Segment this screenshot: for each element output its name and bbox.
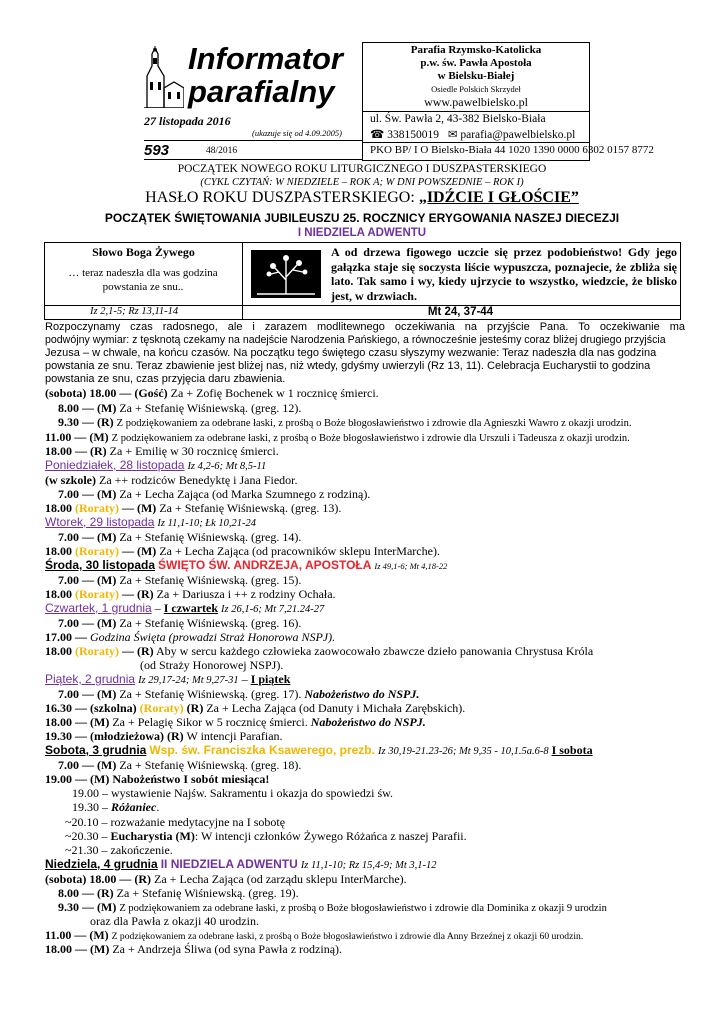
email-link[interactable]: parafia@pawelbielsko.pl	[460, 129, 576, 141]
title-line-1: Informator	[188, 41, 343, 76]
day-wednesday-heading: Środa, 30 listopada ŚWIĘTO ŚW. ANDRZEJA, APOSTOŁA Iz 49,1-6; Mt 4,18-22	[45, 558, 448, 572]
mass-sat-0700: 7.00 — (M) Za + Stefanię Wiśniewską. (greg. 18).	[58, 758, 302, 772]
mass-sun-1800: 18.00 — (R) Za + Emilię w 30 rocznicę śmierci.	[45, 444, 279, 458]
friday-date: Piątek, 2 grudnia	[45, 672, 136, 686]
mass-thu-1800-cont: (od Straży Honorowej NSPJ).	[140, 658, 284, 672]
day-saturday-heading: Sobota, 3 grudnia Wsp. św. Franciszka Ksawerego, prezb. Iz 30,19-21.23-26; Mt 9,35 - 10,1.5a.6-8 I sobota	[45, 743, 593, 757]
mass-sun2-0800: 8.00 — (R) Za + Stefanię Wiśniewską. (greg. 19).	[58, 886, 299, 900]
church-logo-icon	[144, 46, 184, 108]
day-tuesday-heading: Wtorek, 29 listopada Iz 11,1-10; Łk 10,21-24	[45, 515, 257, 529]
mass-sun-0800: 8.00 — (M) Za + Stefanię Wiśniewską. (greg. 12).	[58, 401, 302, 415]
mass-sun-0930: 9.30 — (R) Z podziękowaniem za odebrane łaski, z prośbą o Boże błogosławieństwo i zdrowie dla Agnieszki Wawro z okazji urodzin.	[58, 415, 632, 429]
mass-mon-1800: 18.00 (Roraty) — (M) Za + Stefanię Wiśniewską. (greg. 13).	[45, 501, 342, 515]
mass-sat-1800: (sobota) 18.00 — (Gość) Za + Zofię Bochenek w 1 rocznicę śmierci.	[45, 386, 379, 400]
mass-thu-1800: 18.00 (Roraty) — (R) Aby w sercu każdego człowieka zaowocowało zbawcze dzieło panowania Chrystusa Króla	[45, 644, 594, 658]
mass-fri-0700: 7.00 — (M) Za + Stefanię Wiśniewską. (greg. 17). Nabożeństwo do NSPJ.	[58, 687, 420, 701]
mass-sun2-sat-1800: (sobota) 18.00 — (R) Za + Lecha Zająca (od zarządu sklepu InterMarche).	[45, 872, 407, 886]
sat-sub-1: 19.00 – wystawienie Najśw. Sakramentu i okazja do spowiedzi św.	[72, 786, 394, 800]
mass-wed-0700: 7.00 — (M) Za + Stefanię Wiśniewską. (greg. 15).	[58, 573, 302, 587]
fig-tree-icon	[251, 250, 321, 298]
mass-wed-1800: 18.00 (Roraty) — (R) Za + Dariusza i ++ z rodziny Ochała.	[45, 587, 336, 601]
event-thu-1700: 17.00 — Godzina Święta (prowadzi Straż Honorowa NSPJ).	[45, 630, 336, 644]
mass-mon-0700: 7.00 — (M) Za + Lecha Zająca (od Marka Szumnego z rodziną).	[58, 487, 371, 501]
parish-name-3: w Bielsku-Białej	[437, 70, 515, 82]
gospel-ref: Mt 24, 37-44	[427, 306, 494, 318]
day-friday-heading: Piątek, 2 grudnia Iz 29,17-24; Mt 9,27-31 – I piątek	[45, 672, 291, 686]
mass-sun-1100: 11.00 — (M) Z podziękowaniem za odebrane łaski, z prośbą o Boże błogosławieństwo i zdrowie dla Urszuli i Tadeusza z okazji urodzin.	[45, 430, 630, 444]
pastoral-motto	[0, 189, 724, 207]
sunday-title: I NIEDZIELA ADWENTU	[297, 227, 427, 239]
saturday-date: Sobota, 3 grudnia	[45, 743, 147, 757]
mass-thu-0700: 7.00 — (M) Za + Stefanię Wiśniewską. (greg. 16).	[58, 616, 302, 630]
event-sat-1900: 19.00 — (M) Nabożeństwo I sobót miesiąca!	[45, 772, 270, 786]
mass-sun2-1800: 18.00 — (M) Za + Andrzeja Śliwa (od syna Pawła z rodziną).	[45, 942, 343, 956]
day-monday-heading: Poniedziałek, 28 listopada Iz 4,2-6; Mt 8,5-11	[45, 458, 267, 472]
jubilee-line: POCZĄTEK ŚWIĘTOWANIA JUBILEUSZU 25. ROCZNICY ERYGOWANIA NASZEJ DIECEZJI	[104, 211, 620, 225]
mass-mon-school: (w szkole) Za ++ rodziców Benedyktę i Jana Fiedor.	[45, 473, 298, 487]
issue-number: 593	[144, 142, 170, 159]
since-note: (ukazuje się od 4.09.2005)	[252, 128, 342, 138]
header	[144, 41, 654, 160]
word-box-quote: … teraz nadeszła dla was godzina powstania ze snu..	[68, 267, 218, 293]
day-thursday-heading: Czwartek, 1 grudnia – I czwartek Iz 26,1-6; Mt 7,21.24-27	[45, 601, 325, 615]
phone-icon: ☎	[370, 129, 385, 141]
mass-sun2-0930-cont: oraz dla Pawła z okazji 40 urodzin.	[90, 914, 259, 928]
issue-date: 27 listopada 2016	[144, 114, 231, 128]
para-line-4: powstania ze snu. Teraz zbawienie jest bliżej nas, niż wtedy, gdyśmy uwierzyli (Rz 13, 11). Celebracja Eucharystii to godzina	[45, 360, 651, 372]
issue-week: 48/2016	[206, 146, 238, 156]
contact-row	[370, 127, 575, 141]
para-line-2: podwójny wymiar: z tęsknotą czekamy na nadejście Narodzenia Pańskiego, a równocześnie jesteśmy coraz bliżej drugiego przyjścia	[45, 334, 666, 346]
parish-estate: Osiedle Polskich Skrzydeł	[431, 84, 521, 94]
mass-fri-1630: 16.30 — (szkolna) (Roraty) (R) Za + Lecha Zająca (od Danuty i Michała Zarębskich).	[45, 701, 466, 715]
para-line-1: Rozpoczynamy czas radosnego, ale i zarazem modlitewnego oczekiwania na przyjście Pana. To oczekiwanie ma	[45, 321, 685, 333]
parish-name-1: Parafia Rzymsko-Katolicka	[410, 44, 542, 56]
readings-ref: Iz 2,1-5; Rz 13,11-14	[90, 306, 179, 317]
sat-sub-5: ~21.30 – zakończenie.	[65, 843, 173, 857]
sat-sub-3: ~20.10 – rozważanie medytacyjne na I sobotę	[65, 815, 286, 829]
gospel-text: A od drzewa figowego uczcie się przez podobieństwo! Gdy jego gałązka staje się soczysta liście wypuszcza, poznajecie, że zbliża się lato. Tak samo i wy, kiedy ujrzycie to wszystko, wiedzcie, że blisko jest, w drzwiach.	[331, 245, 677, 303]
reading-cycle-line: (CYKL CZYTAŃ: W NIEDZIELE – ROK A; W DNI POWSZEDNIE – ROK I)	[200, 177, 524, 188]
sat-sub-2: 19.30 – Różaniec.	[72, 800, 160, 814]
para-line-5: powstania ze snu, czas przyjęcia daru zbawienia.	[45, 373, 286, 385]
liturgical-year-line: POCZĄTEK NOWEGO ROKU LITURGICZNEGO I DUSZPASTERSKIEGO	[177, 163, 547, 175]
divider-1	[144, 140, 362, 141]
sunday-date: Niedziela, 4 grudnia	[45, 857, 158, 871]
phone-number[interactable]: 338150019	[387, 129, 439, 141]
motto-prefix: HASŁO ROKU DUSZPASTERSKIEGO:	[145, 189, 419, 206]
bank-account: PKO BP/ I O Bielsko-Biała 44 1020 1390 0000 6302 0157 8772	[370, 144, 654, 156]
divider-left-bottom	[144, 159, 362, 160]
mass-tue-0700: 7.00 — (M) Za + Stefanię Wiśniewską. (greg. 14).	[58, 530, 302, 544]
thursday-date: Czwartek, 1 grudnia	[45, 601, 152, 615]
mass-fri-1800: 18.00 — (M) Za + Pelagię Sikor w 5 rocznicę śmierci. Nabożeństwo do NSPJ.	[45, 715, 426, 729]
website-link[interactable]: www.pawelbielsko.pl	[424, 95, 528, 109]
address: ul. Św. Pawła 2, 43-382 Bielsko-Biała	[370, 113, 546, 125]
word-box-title: Słowo Boga Żywego	[92, 245, 195, 259]
motto-text: „IDŹCIE I GŁOŚCIE”	[418, 189, 579, 206]
wednesday-date: Środa, 30 listopada	[45, 558, 156, 572]
mail-icon: ✉	[447, 129, 458, 141]
monday-date: Poniedziałek, 28 listopada	[45, 458, 185, 472]
tuesday-date: Wtorek, 29 listopada	[45, 515, 155, 529]
title-line-2: parafialny	[188, 74, 335, 109]
mass-tue-1800: 18.00 (Roraty) — (M) Za + Lecha Zająca (od pracowników sklepu InterMarche).	[45, 544, 440, 558]
parish-name-2: p.w. św. Pawła Apostoła	[420, 57, 532, 69]
para-line-3: Jezusa – w chwale, na końcu czasów. Na początku tego świętego czasu słyszymy wezwanie: Teraz nadeszła dla nas godzina	[45, 347, 657, 359]
sat-sub-4: ~20.30 – Eucharystia (M): W intencji członków Żywego Różańca z naszej Parafii.	[65, 829, 467, 843]
mass-fri-1930: 19.30 — (młodzieżowa) (R) W intencji Parafian.	[45, 729, 283, 743]
intro-paragraph	[45, 321, 685, 386]
day-sunday-heading: Niedziela, 4 grudnia II NIEDZIELA ADWENTU Iz 11,1-10; Rz 15,4-9; Mt 3,1-12	[45, 857, 437, 871]
mass-sun2-1100: 11.00 — (M) Z podziękowaniem za odebrane łaski, z prośbą o Boże błogosławieństwo i zdrowie dla Anny Brzeźnej z okazji 60 urodzin.	[45, 928, 584, 942]
mass-sun2-0930: 9.30 — (M) Z podziękowaniem za odebrane łaski, z prośbą o Boże błogosławieństwo i zdrowie dla Dominika z okazji 9 urodzin	[58, 900, 607, 914]
